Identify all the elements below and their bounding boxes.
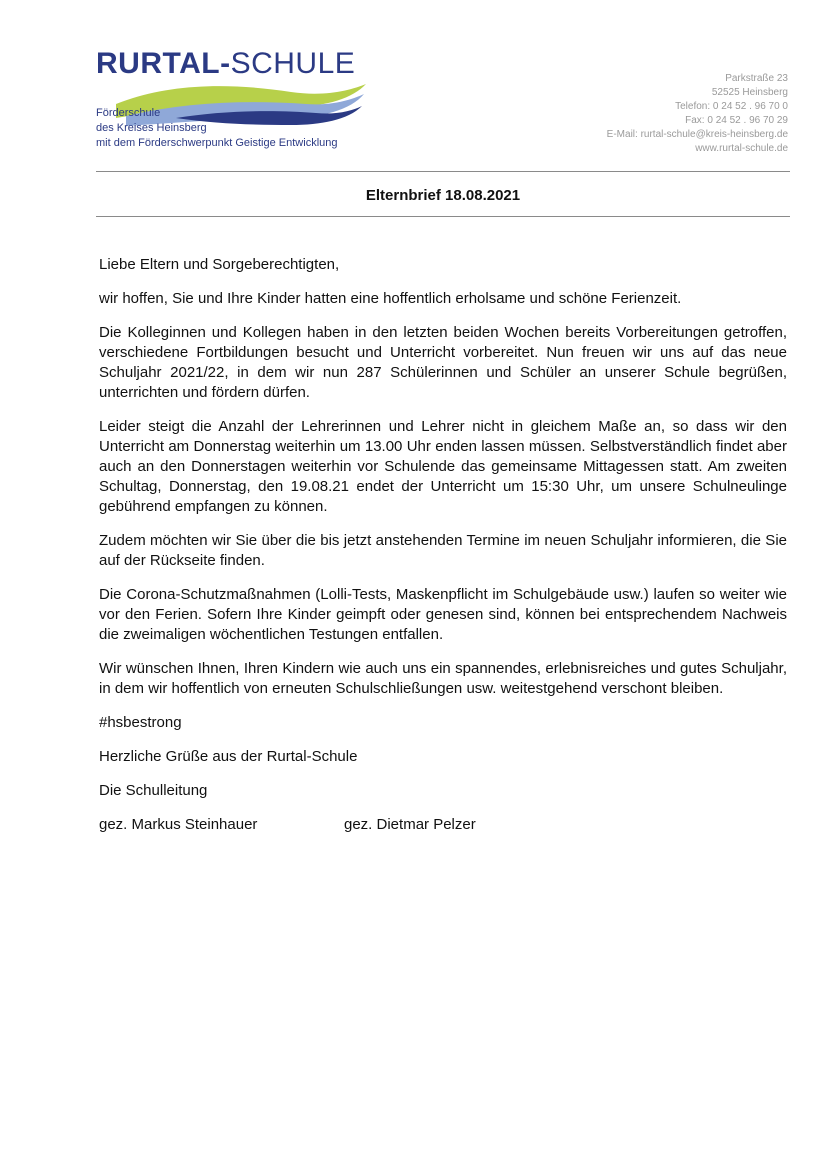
logo-subtitle-line: Förderschule xyxy=(96,107,161,119)
address-phone: Telefon: 0 24 52 . 96 70 0 xyxy=(675,101,788,112)
paragraph: Die Kolleginnen und Kollegen haben in den letzten beiden Wochen bereits Vorbereitungen getroffen, verschiedene Fortbildungen besucht und Unterricht vorbereitet. Nun freuen wir uns auf das neue Schuljahr 2021/22, in dem wir nun 287 Schülerinnen und Schüler an unserer Schule begrüßen, unterrichten und fördern dürfen. xyxy=(99,324,787,401)
address-email: E-Mail: rurtal-schule@kreis-heinsberg.de xyxy=(606,129,788,140)
logo-subtitle-line: mit dem Förderschwerpunkt Geistige Entwicklung xyxy=(96,137,338,149)
signatures xyxy=(99,815,787,835)
logo-name-bold: RURTAL- xyxy=(96,47,231,80)
address-city: 52525 Heinsberg xyxy=(711,87,788,98)
paragraph: Wir wünschen Ihnen, Ihren Kindern wie auch uns ein spannendes, erlebnisreiches und gutes Schuljahr, in dem wir hoffentlich von erneuten Schulschließungen usw. weitestgehend verschont bleiben. xyxy=(99,660,787,697)
salutation: Liebe Eltern und Sorgeberechtigten, xyxy=(99,256,340,273)
closing: Herzliche Grüße aus der Rurtal-Schule xyxy=(99,748,358,765)
logo-subtitle-line: des Kreises Heinsberg xyxy=(96,122,207,134)
divider-bottom xyxy=(96,216,790,217)
logo-subtitle xyxy=(96,106,337,151)
sender: Die Schulleitung xyxy=(99,782,208,799)
paragraph: Leider steigt die Anzahl der Lehrerinnen und Lehrer nicht in gleichem Maße an, so dass wir den Unterricht am Donnerstag weiterhin um 13.00 Uhr enden lassen müssen. Selbstverständlich findet aber auch an den Donnerstagen weiterhin vor Schulende das gemeinsame Mittagessen statt. Am zweiten Schultag, Donnerstag, den 19.08.21 endet der Unterricht um 15:30 Uhr, um unsere Schulneulinge gebührend empfangen zu können. xyxy=(99,418,787,515)
paragraph: wir hoffen, Sie und Ihre Kinder hatten eine hoffentlich erholsame und schöne Ferienzeit. xyxy=(99,290,682,307)
address-fax: Fax: 0 24 52 . 96 70 29 xyxy=(685,115,788,126)
paragraph: Zudem möchten wir Sie über die bis jetzt anstehenden Termine im neuen Schuljahr informieren, die Sie auf der Rückseite finden. xyxy=(99,532,787,569)
address-street: Parkstraße 23 xyxy=(725,73,788,84)
hashtag: #hsbestrong xyxy=(99,714,182,731)
logo-wordmark xyxy=(96,48,355,80)
divider-top xyxy=(96,171,790,172)
signature-steinhauer: gez. Markus Steinhauer xyxy=(99,816,258,833)
school-address xyxy=(607,72,788,156)
signature-pelzer: gez. Dietmar Pelzer xyxy=(344,816,476,833)
letter-body xyxy=(99,255,787,849)
paragraph: Die Corona-Schutzmaßnahmen (Lolli-Tests, Maskenpflicht im Schulgebäude usw.) laufen so weiter wie vor den Ferien. Sofern Ihre Kinder geimpft oder genesen sind, können bei entsprechendem Nachweis die zweimaligen wöchentlichen Testungen entfallen. xyxy=(99,586,787,643)
letter-title: Elternbrief 18.08.2021 xyxy=(365,187,521,204)
logo-name-light: SCHULE xyxy=(230,47,356,80)
school-logo xyxy=(96,48,376,156)
address-web: www.rurtal-schule.de xyxy=(695,143,788,154)
